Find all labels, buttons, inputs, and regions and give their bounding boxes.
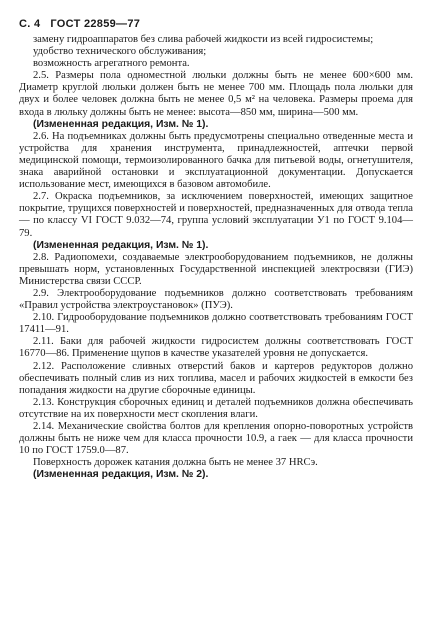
paragraph: замену гидроаппаратов без слива рабочей жидкости из всей гидросистемы; [33,34,374,45]
paragraph: 2.10. Гидрооборудование подъемников должно соответствовать требованиям ГОСТ 17411—91. [19,312,413,336]
paragraph: 2.11. Баки для рабочей жидкости гидросистем должны соответствовать ГОСТ 16770—86. Применение щупов в качестве указателей уровня не допускается. [19,336,413,360]
paragraph: удобство технического обслуживания; [33,46,207,58]
amendment-note: (Измененная редакция, Изм. № 1). [33,118,209,130]
paragraph: Поверхность дорожек катания должна быть не менее 37 HRCэ. [33,457,318,469]
paragraph: 2.8. Радиопомехи, создаваемые электрооборудованием подъемников, не должны превышать норм, установленных Государственной инспекцией электросвязи (ГИЭ) Министерства связи СССР. [19,251,413,287]
paragraph: 2.9. Электрооборудование подъемников должно соответствовать требованиям «Правил устройства электроустановок» (ПУЭ). [19,287,413,312]
standard-designation: ГОСТ 22859—77 [50,18,141,30]
paragraph: 2.5. Размеры пола одноместной люльки должны быть не менее 600×600 мм. Диаметр круглой люльки должен быть не менее 700 мм. Площадь пола люльки для двух и более человек должна быть не менее 0,5 м² на человека. Размеры проема для входа в люльку должны быть не менее: высота—850 мм, ширина—500 мм. [19,70,413,118]
amendment-note: (Измененная редакция, Изм. № 2). [33,469,209,481]
paragraph: 2.7. Окраска подъемников, за исключением поверхностей, имеющих защитное покрытие, трущихся поверхностей и поверхностей, предназначенных для отвода тепла — по классу VI ГОСТ 9.032—74, группа условий эксплуатации У1 по ГОСТ 9.104—79. [19,191,413,239]
paragraph: возможность агрегатного ремонта. [33,58,190,70]
paragraph: 2.12. Расположение сливных отверстий баков и картеров редукторов должно обеспечивать полный слив из них топлива, масел и рабочих жидкостей в емкости без попадания жидкости на другие сборочные единицы. [19,360,413,396]
page-number: С. 4 [19,18,41,30]
paragraph: 2.14. Механические свойства болтов для крепления опорно-поворотных устройств должны быть не ниже чем для класса прочности 10.9, а гаек — для класса прочности 10 по ГОСТ 1759.0—87. [19,421,413,457]
amendment-note: (Измененная редакция, Изм. № 1). [33,239,209,251]
paragraph: 2.13. Конструкция сборочных единиц и деталей подъемников должна обеспечивать отсутствие на их поверхности мест скопления влаги. [19,396,413,420]
document-body [19,34,413,481]
paragraph: 2.6. На подъемниках должны быть предусмотрены специально отведенные места и устройства для хранения инструмента, принадлежностей, аптечки первой медицинской помощи, термоизолированного бачка для питьевой воды, огнетушителя, знака аварийной остановки и эксплуатационной документации. Допускается использование мест, имеющихся в базовом автомобиле. [19,130,413,191]
page-header [19,18,413,30]
